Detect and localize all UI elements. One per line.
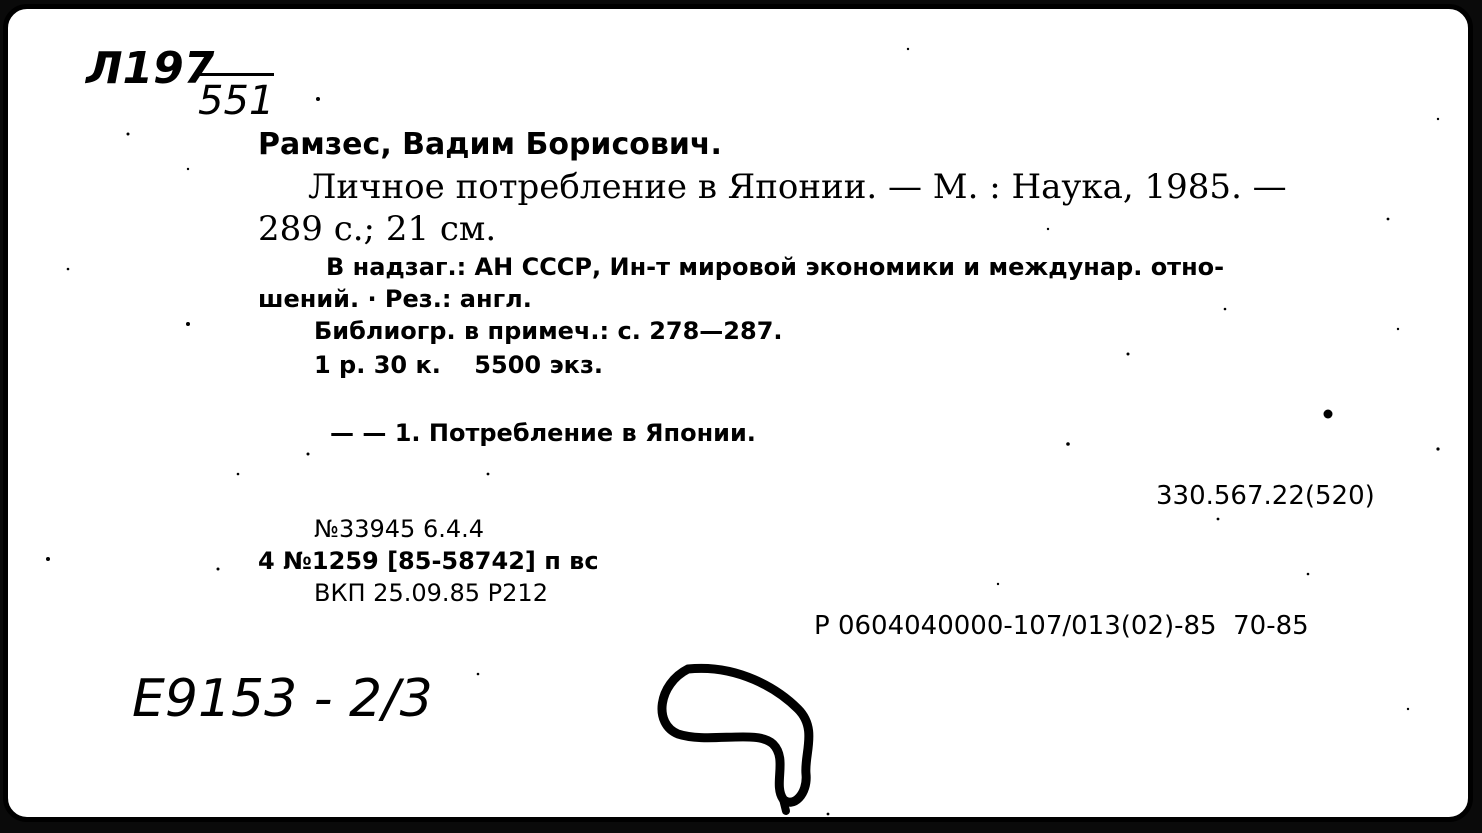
catalog-card bbox=[3, 4, 1473, 822]
author-heading: Рамзес, Вадим Борисович. bbox=[258, 127, 722, 162]
hand-drawn-loop-mark bbox=[648, 649, 838, 819]
tech-line2: 4 №1259 [85-58742] п вс bbox=[258, 547, 599, 575]
publication-code: Р 0604040000-107/013(02)-85 70-85 bbox=[814, 611, 1309, 641]
note-line1: В надзаг.: АН СССР, Ин-т мировой экономики и междунар. отно- bbox=[326, 253, 1225, 281]
handwritten-inventory-mark: Е9153 - 2/3 bbox=[132, 669, 433, 729]
tech-line3: ВКП 25.09.85 Р212 bbox=[314, 579, 548, 607]
title-imprint-line1: Личное потребление в Японии. — М. : Наука, 1985. — bbox=[308, 167, 1287, 207]
subject-tracing: — — 1. Потребление в Японии. bbox=[330, 419, 756, 447]
classification-number: 330.567.22(520) bbox=[1156, 481, 1375, 511]
handwritten-shelf-sub: 551 bbox=[198, 73, 274, 124]
tech-line1: №33945 6.4.4 bbox=[314, 515, 485, 543]
title-imprint-line2: 289 с.; 21 см. bbox=[258, 209, 497, 249]
handwritten-shelf-mark: Л197 bbox=[86, 43, 215, 94]
note-line2: шений. · Рез.: англ. bbox=[258, 285, 532, 313]
price-copies: 1 р. 30 к. 5500 экз. bbox=[314, 351, 604, 379]
bibliography-note: Библиогр. в примеч.: с. 278—287. bbox=[314, 317, 783, 345]
